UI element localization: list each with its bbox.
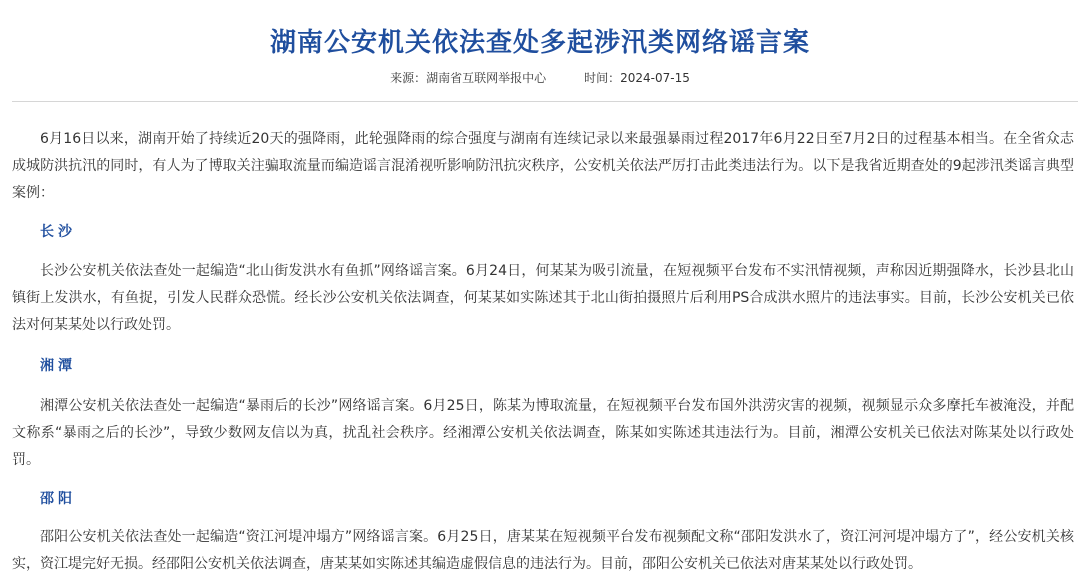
section-heading-xiangtan: 湘潭 [40,358,76,374]
time-value: 2024-07-15 [620,71,690,85]
section-paragraph-changsha: 长沙公安机关依法查处一起编造“北山街发洪水有鱼抓”网络谣言案。6月24日，何某某为吸引流量，在短视频平台发布不实汛情视频，声称因近期强降水，长沙县北山镇街上发洪水，有鱼捉，引发人民群众恐慌。经长沙公安机关依法调查，何某某如实陈述其于北山街拍摄照片后利用PS合成洪水照片的违法事实。目前，长沙公安机关已依法对何某某处以行政处罚。 [12,263,1074,333]
source-label: 来源： [390,71,427,85]
intro-paragraph: 6月16日以来，湖南开始了持续近20天的强降雨，此轮强降雨的综合强度与湖南有连续记录以来最强暴雨过程2017年6月22日至7月2日的过程基本相当。在全省众志成城防洪抗汛的同时，有人为了博取关注骗取流量而编造谣言混淆视听影响防汛抗灾秩序，公安机关依法严厉打击此类违法行为。以下是我省近期查处的9起涉汛类谣言典型案例： [12,131,1074,201]
source-value: 湖南省互联网举报中心 [426,71,547,85]
time-label: 时间： [584,71,621,85]
header-divider [12,101,1078,102]
section-paragraph-xiangtan: 湘潭公安机关依法查处一起编造“暴雨后的长沙”网络谣言案。6月25日，陈某为博取流量，在短视频平台发布国外洪涝灾害的视频，视频显示众多摩托车被淹没，并配文称系“暴雨之后的长沙”，导致少数网友信以为真，扰乱社会秩序。经湘潭公安机关依法调查，陈某如实陈述其违法行为。目前，湘潭公安机关已依法对陈某处以行政处罚。 [12,398,1074,468]
article-title: 湖南公安机关依法查处多起涉汛类网络谣言案 [269,28,810,59]
article-meta [0,70,1080,86]
section-heading-changsha: 长沙 [40,224,76,240]
section-paragraph-shaoyang: 邵阳公安机关依法查处一起编造“资江河堤冲塌方”网络谣言案。6月25日，唐某某在短视频平台发布视频配文称“邵阳发洪水了，资江河河堤冲塌方了”，经公安机关核实，资江堤完好无损。经邵阳公安机关依法调查，唐某某如实陈述其编造虚假信息的违法行为。目前，邵阳公安机关已依法对唐某某处以行政处罚。 [12,529,1074,572]
section-heading-shaoyang: 邵阳 [40,491,76,507]
